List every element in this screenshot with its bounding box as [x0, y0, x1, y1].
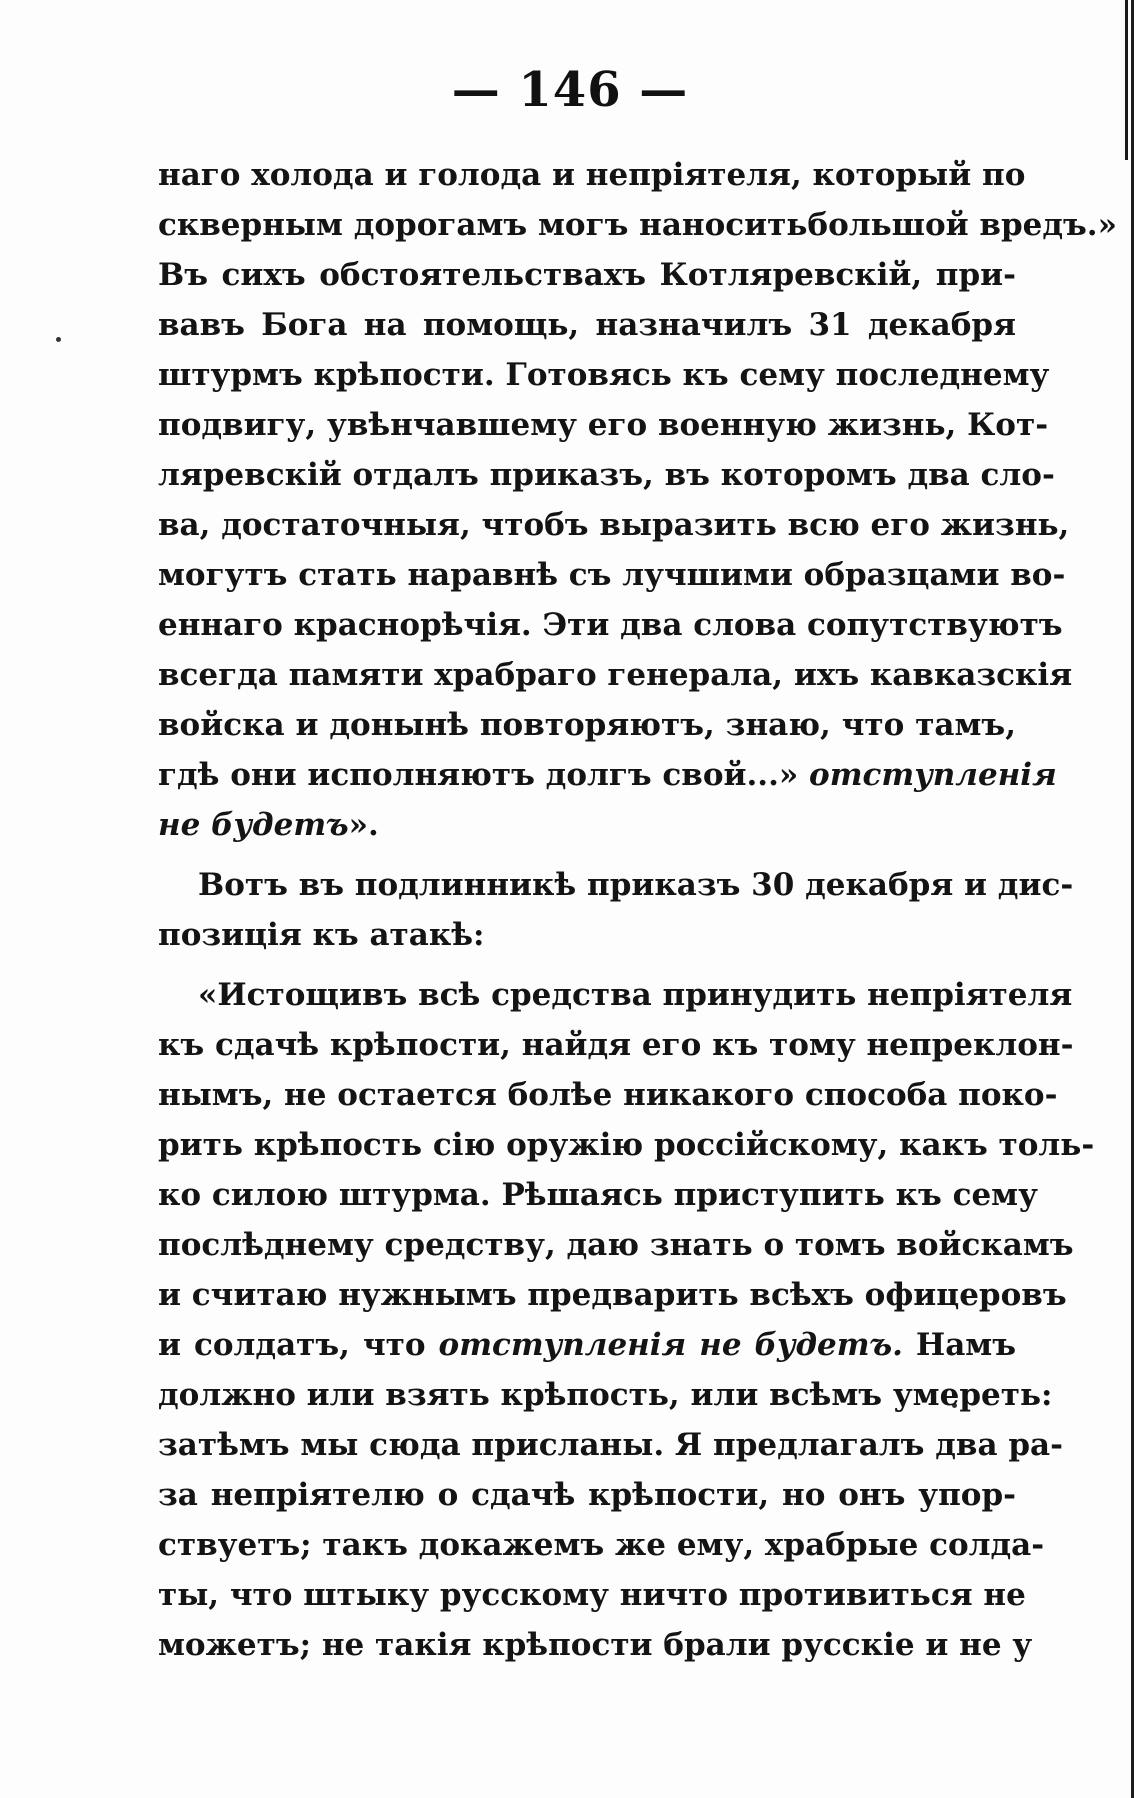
text-line: Въ сихъ обстоятельствахъ Котляревскій, при- — [158, 257, 1016, 293]
text-line: еннаго краснорѣчія. Эти два слова сопутствуютъ — [158, 607, 1063, 643]
text-line: можетъ; не такія крѣпости брали русскіе и не у — [158, 1627, 1033, 1663]
text-line: и солдатъ, что отступленія не будетъ. Намъ — [158, 1327, 1016, 1363]
text-line: ва, достаточныя, чтобъ выразить всю его жизнь, — [158, 507, 1070, 543]
text-line: штурмъ крѣпости. Готовясь къ сему последнему — [158, 357, 1050, 393]
text-line: нымъ, не остается болѣе никакого способа поко- — [158, 1077, 1058, 1113]
text-line: затѣмъ мы сюда присланы. Я предлагалъ два ра- — [158, 1427, 1063, 1463]
body-text — [158, 150, 1117, 1670]
text-line: скверным дорогамъ могъ наноситьбольшой вредъ.» — [158, 207, 1117, 243]
text-line: гдѣ они исполняютъ долгъ свой...» отступленія — [158, 757, 1057, 793]
text-line: ляревскій отдалъ приказъ, въ которомъ два сло- — [158, 457, 1055, 493]
speck-mark — [56, 337, 61, 342]
text-line: войска и донынѣ повторяютъ, знаю, что тамъ, — [158, 707, 1016, 743]
text-line: могутъ стать наравнѣ съ лучшими образцами во- — [158, 557, 1066, 593]
text-line: не будетъ». — [158, 807, 379, 843]
text-line: ко силою штурма. Рѣшаясь приступить къ сему — [158, 1177, 1038, 1213]
text-line: «Истощивъ всѣ средства принудить непріятеля — [198, 977, 1073, 1013]
text-line: за непріятелю о сдачѣ крѣпости, но онъ упор- — [158, 1477, 1016, 1513]
italic-phrase: не будетъ — [158, 807, 349, 843]
text-line: наго холода и голода и непріятеля, который по — [158, 157, 1026, 193]
text-line: Вотъ въ подлинникѣ приказъ 30 декабря и дис- — [198, 867, 1074, 903]
text-line: послѣднему средству, даю знать о томъ войскамъ — [158, 1227, 1074, 1263]
italic-phrase: отступленія не будетъ. — [438, 1327, 903, 1363]
text-line: позиція къ атакѣ: — [158, 917, 485, 953]
text-line: рить крѣпость сію оружію россійскому, какъ толь- — [158, 1127, 1095, 1163]
text-line: ствуетъ; такъ докажемъ же ему, храбрые солда- — [158, 1527, 1045, 1563]
text-line: должно или взять крѣпость, или всѣмъ умереть: — [158, 1377, 1053, 1413]
text-line: къ сдачѣ крѣпости, найдя его къ тому непреклон- — [158, 1027, 1074, 1063]
text-line: ты, что штыку русскому ничто противиться не — [158, 1577, 1026, 1613]
text-line: и считаю нужнымъ предварить всѣхъ офицеровъ — [158, 1277, 1067, 1313]
text-line: всегда памяти храбраго генерала, ихъ кавказскія — [158, 657, 1073, 693]
text-line: вавъ Бога на помощь, назначилъ 31 декабря — [158, 307, 1016, 343]
text-line: подвигу, увѣнчавшему его военную жизнь, Кот- — [158, 407, 1049, 443]
page-number: — 146 — — [451, 62, 689, 118]
page-edge-line — [1131, 0, 1134, 1798]
italic-phrase: отступленія — [809, 757, 1057, 793]
